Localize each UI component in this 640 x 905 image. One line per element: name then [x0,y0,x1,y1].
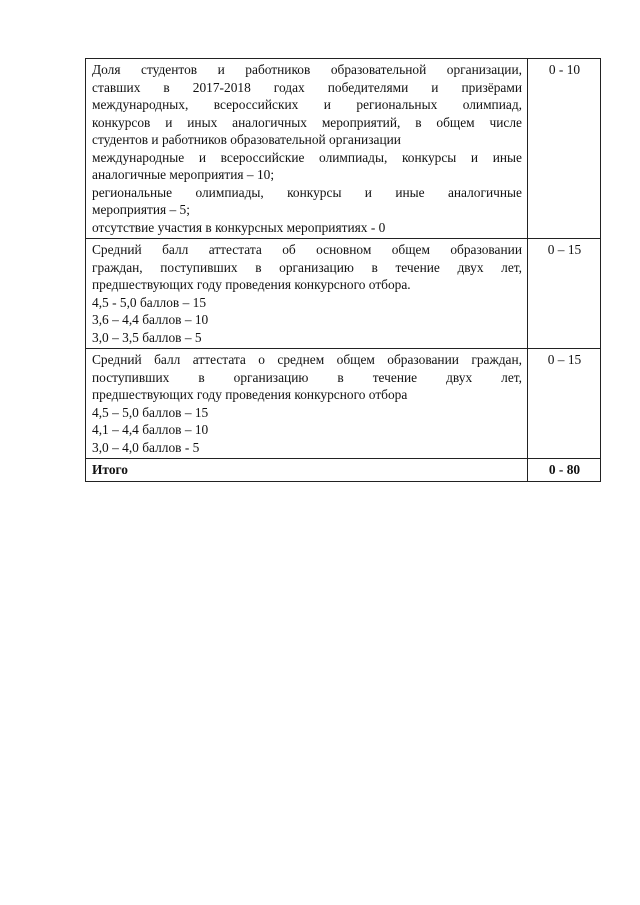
text-line: отсутствие участия в конкурсных мероприятиях - 0 [92,219,386,235]
total-row [86,459,601,482]
text-line: предшествующих году проведения конкурсного отбора. [92,277,411,292]
table-row [86,239,601,349]
text-line: граждан, поступивших в организацию в течение двух лет, [92,259,522,275]
text-line: предшествующих году проведения конкурсного отбора [92,387,408,402]
text-line: конкурсов и иных аналогичных мероприятий, в общем числе [92,114,522,130]
text-line: 3,0 – 4,0 баллов - 5 [92,439,200,455]
table-row [86,59,601,239]
text-line: ставших в 2017-2018 годах победителями и призёрами [92,79,522,95]
criterion-description [86,239,528,349]
text-line: Средний балл аттестата об основном общем образовании [92,242,522,257]
text-line: 3,0 – 3,5 баллов – 5 [92,329,202,345]
text-line: 3,6 – 4,4 баллов – 10 [92,312,209,327]
criterion-score: 0 – 15 [528,349,601,459]
text-line: мероприятия – 5; [92,202,190,217]
criterion-description [86,59,528,239]
text-line: 4,1 – 4,4 баллов – 10 [92,422,209,437]
text-line: Доля студентов и работников образовательной организации, [92,62,522,77]
total-label: Итого [86,459,528,482]
text-line: международные и всероссийские олимпиады, конкурсы и иные [92,149,522,165]
criterion-description [86,349,528,459]
total-score: 0 - 80 [528,459,601,482]
text-line: студентов и работников образовательной организации [92,132,401,147]
criterion-score: 0 – 15 [528,239,601,349]
criterion-score: 0 - 10 [528,59,601,239]
criteria-table [85,58,601,482]
text-line: поступивших в организацию в течение двух лет, [92,369,522,385]
text-line: 4,5 – 5,0 баллов – 15 [92,404,209,420]
text-line: аналогичные мероприятия – 10; [92,167,275,182]
table-row [86,349,601,459]
text-line: международных, всероссийских и региональных олимпиад, [92,97,522,112]
text-line: 4,5 - 5,0 баллов – 15 [92,294,207,310]
text-line: региональные олимпиады, конкурсы и иные аналогичные [92,184,522,200]
text-line: Средний балл аттестата о среднем общем образовании граждан, [92,352,522,367]
